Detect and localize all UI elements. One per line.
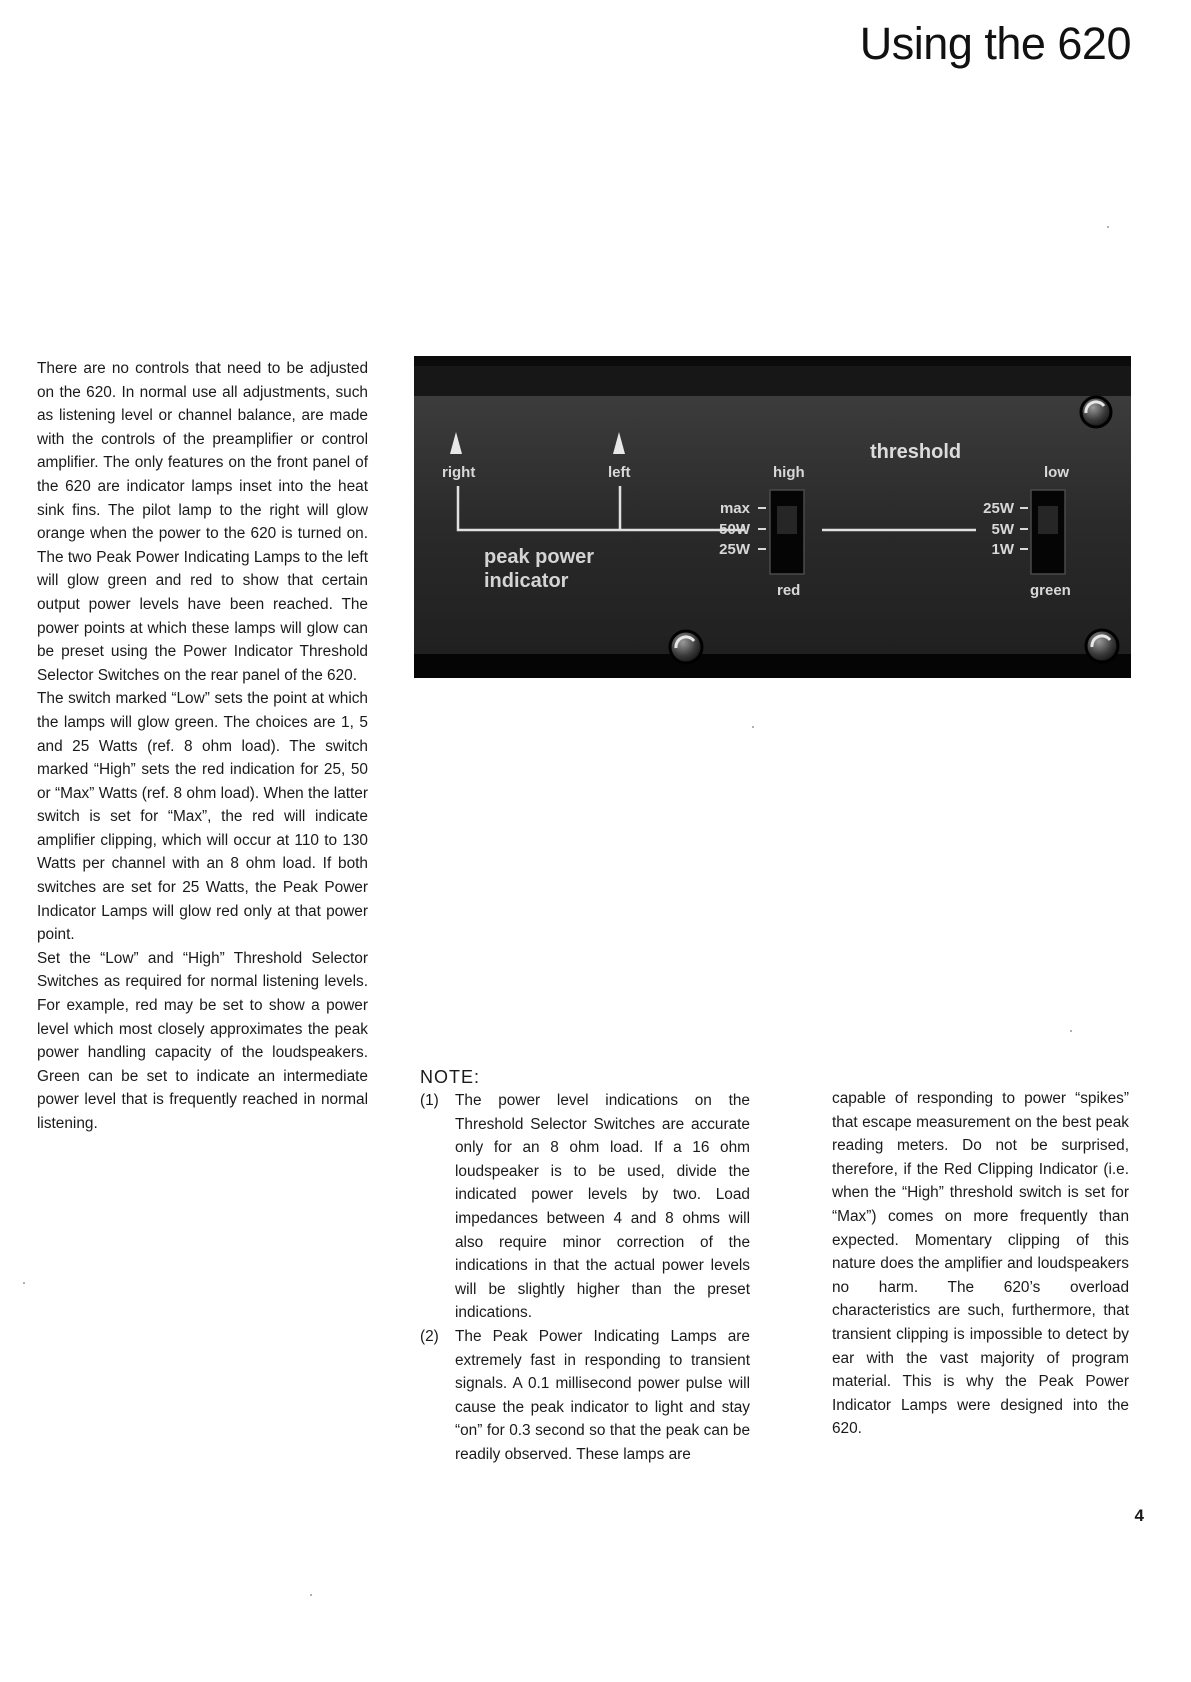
list-item: [420, 1089, 750, 1325]
low-threshold-switch[interactable]: [1031, 490, 1065, 574]
page-number: 4: [1134, 1506, 1144, 1525]
low-label: low: [1044, 464, 1069, 481]
threshold-label: threshold: [870, 441, 962, 463]
high-option-50w: 50W: [719, 521, 750, 538]
note-text: The power level indications on the Threshold Selector Switches are accurate only for an 8 ohm load. If a 16 ohm loudspeaker is to be used, divide the indicated power levels by two. Load impedances between 4 and 8 ohms will also require minor correction of the indications in that the actual power levels will be slightly higher than the preset indications.: [455, 1092, 750, 1322]
scan-speck: [752, 726, 754, 728]
scan-speck: [310, 1594, 312, 1596]
green-label: green: [1030, 582, 1071, 599]
high-label: high: [773, 464, 805, 481]
intro-text: [37, 357, 368, 1136]
screw-icon: [1086, 630, 1118, 662]
page-title: Using the 620: [859, 18, 1131, 69]
scan-speck: [23, 1282, 25, 1284]
paragraph: There are no controls that need to be adjusted on the 620. In normal use all adjustments, such as listening level or channel balance, are made with the controls of the preamplifier or control amplifier. The only features on the front panel of the 620 are indicator lamps inset into the heat sink fins. The pilot lamp to the right will glow orange when the power to the 620 is turned on. The two Peak Power Indicating Lamps to the left will glow green and red to show that certain output power levels have been reached. The power points at which these lamps will glow can be preset using the Power Indicator Threshold Selector Switches on the rear panel of the 620.: [37, 360, 368, 684]
screw-icon: [1081, 397, 1111, 427]
scan-speck: [1107, 226, 1109, 228]
note-number: (1): [420, 1092, 439, 1109]
note-heading: NOTE:: [420, 1067, 481, 1087]
note-list: [420, 1089, 750, 1467]
note-number: (2): [420, 1327, 439, 1345]
panel-top-strip: [414, 366, 1131, 396]
right-label: right: [442, 464, 476, 481]
note-text: The Peak Power Indicating Lamps are extremely fast in responding to transient signals. A 0.1 millisecond power pulse will cause the peak indicator to light and stay “on” for 0.3 second so that the peak can be readily observed. These lamps are: [455, 1327, 750, 1463]
low-option-1w: 1W: [991, 541, 1014, 558]
scan-speck: [1070, 1030, 1072, 1032]
peak-power-label: peak power: [484, 546, 595, 568]
screw-icon: [670, 631, 702, 663]
indicator-label: indicator: [484, 570, 569, 592]
list-item: [420, 1325, 750, 1467]
high-option-max: max: [719, 500, 750, 517]
high-threshold-switch[interactable]: [770, 490, 804, 574]
low-option-25w: 25W: [983, 500, 1014, 517]
paragraph: The switch marked “Low” sets the point at which the lamps will glow green. The choices are 1, 5 and 25 Watts (ref. 8 ohm load). The switch marked “High” sets the red indication for 25, 50 or “Max” Watts (ref. 8 ohm load). When the latter switch is set for “Max”, the red will indicate amplifier clipping, which will occur at 110 to 130 Watts per channel with an 8 ohm load. If both switches are set for 25 Watts, the Peak Power Indicator Lamps will glow red only at that power point.: [37, 690, 368, 944]
note-continuation: capable of responding to power “spikes” that escape measurement on the best peak reading meters. Do not be surprised, therefore, if the Red Clipping Indicator (i.e. when the “High” threshold switch is set for “Max”) comes on more frequently than expected. Momentary clipping of this nature does the amplifier and loudspeakers no harm. The 620’s overload characteristics are such, furthermore, that transient clipping is impossible to detect by ear with the vast majority of program material. This is why the Peak Power Indicator Lamps were designed into the 620.: [832, 1090, 1129, 1438]
red-label: red: [777, 582, 801, 599]
paragraph: Set the “Low” and “High” Threshold Selector Switches as required for normal listening levels. For example, red may be set to show a power level which most closely approximates the peak power handling capacity of the loudspeakers. Green can be set to indicate an intermediate power level that is frequently reached in normal listening.: [37, 949, 368, 1132]
rear-panel-photo: [414, 356, 1131, 678]
high-option-25w: 25W: [719, 541, 750, 558]
low-option-5w: 5W: [991, 521, 1014, 538]
left-label: left: [608, 464, 631, 481]
